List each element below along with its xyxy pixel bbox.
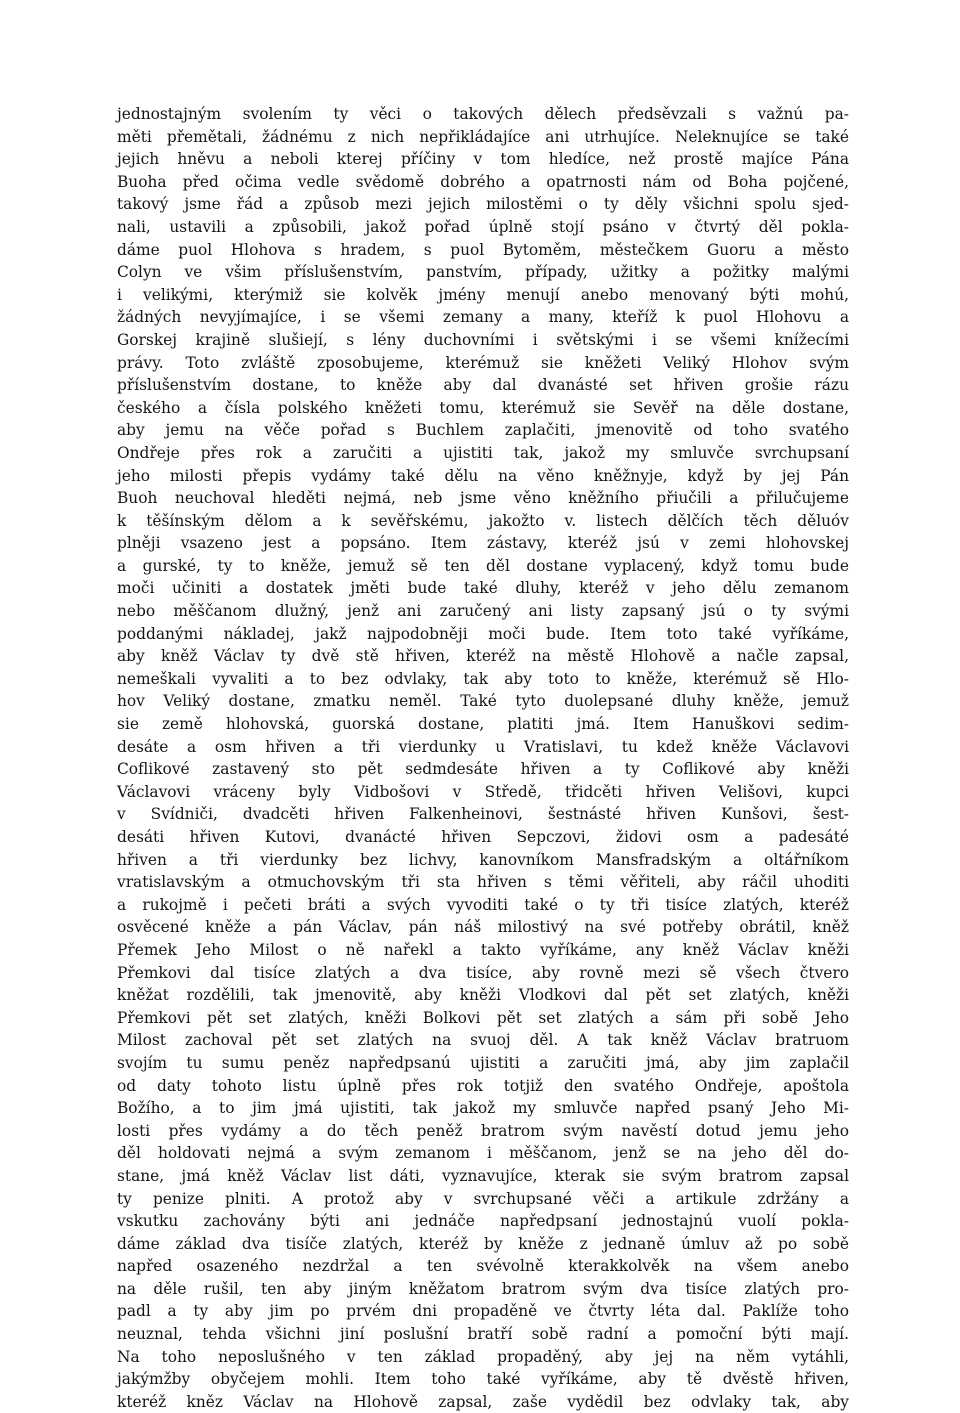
text-line: neuznal, tehda všichni jiní poslušní bratří sobě radní a pomoční býti mají. <box>117 1325 849 1344</box>
text-line: aby kněž Václav ty dvě stě hřiven, kteréž na městě Hlohově a načle zapsal, <box>117 647 849 666</box>
text-line: dáme puol Hlohova s hradem, s puol Bytoměm, městečkem Guoru a město <box>117 240 849 259</box>
text-line: hřiven a tři vierdunky bez lichvy, kanovníkom Mansfradským a oltářníkom <box>117 850 849 869</box>
text-line: žádných nevyjímajíce, i se všemi zemany a many, kteříž k puol Hlohovu a <box>117 308 849 327</box>
text-line: Na toho neposlušného v ten základ propaděný, aby jej na něm vytáhli, <box>117 1347 849 1366</box>
text-line: nali, ustavili a způsobili, jakož pořad úplně stojí psáno v čtvrtý děl pokla- <box>117 217 849 236</box>
text-line: desáti hřiven Kutovi, dvanácté hřiven Sepczovi, židovi osm a padesáté <box>117 828 849 846</box>
text-line: padl a ty aby jim po prvém dni propaděně ve čtvrty léta dal. Paklíže toho <box>117 1302 849 1321</box>
text-line: vratislavským a otmuchovským tři sta hřiven s těmi věřiteli, aby ráčil uhoditi <box>117 873 849 892</box>
text-line: Gorskej krajině slušiejí, s lény duchovními i světskými i se všemi knížecími <box>117 330 849 349</box>
text-line: a gurské, ty to kněže, jemuž sě ten děl dostane vyplacený, když tomu bude <box>117 556 849 575</box>
text-line: takový jsme řád a způsob mezi jejich milostěmi o ty děly všichni spolu sjed- <box>117 195 849 214</box>
text-line: ty penize plniti. A protož aby v svrchupsané věči a artikule zdržány a <box>117 1189 849 1208</box>
text-line: napřed osazeného nezdržal a ten svévolně kterakkolvěk na všem anebo <box>117 1257 849 1276</box>
text-line: sie země hlohovská, guorská dostane, platiti jmá. Item Hanuškovi sedim- <box>117 715 849 734</box>
text-line: českého a čísla polského kněžeti tomu, kterémuž sie Sevěř na děle dostane, <box>117 398 849 417</box>
text-line: i velikými, kterýmiž sie kolvěk jmény menují anebo menovaný býti mohú, <box>117 285 849 304</box>
text-line: losti přes vydámy a do těch peněž bratrom svým navěstí dotud jemu jeho <box>117 1121 849 1140</box>
text-line: Václavovi vráceny byly Vidbošovi v Středě, třidcěti hřiven Velišovi, kupci <box>117 782 849 801</box>
text-line: Buoha před očima vedle svědomě dobrého a opatrnosti nám od Boha pojčené, <box>117 172 849 191</box>
text-line: Přemkovi dal tisíce zlatých a dva tisíce, aby rovně mezi sě všech čtvero <box>117 963 849 982</box>
text-line: příslušenstvím dostane, to kněže aby dal dvanásté set hřiven grošie rázu <box>117 376 849 395</box>
text-line: Milost zachoval pět set zlatých na svuoj děl. A tak kněž Václav bratruom <box>117 1031 849 1050</box>
text-line: jakýmžby obyčejem mohli. Item toho také vyříkáme, aby tě dvěstě hřiven, <box>117 1370 849 1389</box>
text-line: moči učiniti a dostatek jměti bude také dluhy, kteréž v jeho dělu zemanom <box>117 579 849 598</box>
text-line: hov Veliký dostane, zmatku neměl. Také tyto duolepsané dluhy kněže, jemuž <box>117 692 849 711</box>
text-line: jeho milosti přepis vydámy také dělu na věno kněžnyje, když by jej Pán <box>117 466 849 485</box>
text-line: právy. Toto zvláště zposobujeme, kterémuž sie kněžeti Veliký Hlohov svým <box>117 353 849 372</box>
text-line: Přemek Jeho Milost o ně nařekl a takto vyříkáme, any kněž Václav kněži <box>117 940 849 959</box>
text-line: osvěcené kněže a pán Václav, pán náš milostivý na své potřeby obrátil, kněž <box>117 918 849 937</box>
text-line: na děle rušil, ten aby jiným kněžatom bratrom svým dva tisíce zlatých pro- <box>117 1279 849 1298</box>
text-line: k těšínským dělom a k sevěřskému, jakožto v. listech dělčích těch děluóv <box>117 511 849 530</box>
text-line: svojím tu sumu peněz napředpsanú ujistiti a zaručiti jmá, aby jim zaplačil <box>117 1053 849 1072</box>
text-line: nemeškali vyvaliti a to bez odvlaky, tak aby toto to kněže, kterémuž sě Hlo- <box>117 669 849 688</box>
text-line: měti přemětali, žádnému z nich nepřikládajíce ani utrhujíce. Neleknujíce se také <box>117 127 849 146</box>
text-line: jejich hněvu a neboli kterej příčiny v tom hledíce, než prostě majíce Pána <box>117 150 849 169</box>
text-line: vskutku zachovány býti ani jednáče napředpsaní jednostajnú vuolí pokla- <box>117 1212 849 1231</box>
text-line: Ondřeje přes rok a zaručiti a ujistiti tak, jakož my smluvče svrchupsaní <box>117 443 849 462</box>
text-line: desáte a osm hřiven a tři vierdunky u Vratislavi, tu kdež kněže Václavovi <box>117 737 849 756</box>
text-line: Coflikové zastavený sto pět sedmdesáte hřiven a ty Coflikové aby kněži <box>117 760 849 779</box>
text-line: stane, jmá kněž Václav list dáti, vyznavujíce, kterak sie svým bratrom zapsal <box>117 1166 849 1185</box>
text-line: kněžat rozdělili, tak jmenovitě, aby kněži Vlodkovi dal pět set zlatých, kněži <box>117 986 849 1005</box>
text-line: kteréž kněz Václav na Hlohově zapsal, zaše vydědil bez odvlaky tak, aby <box>117 1392 849 1411</box>
text-line: v Svídniči, dvadcěti hřiven Falkenheinovi, šestnásté hřiven Kunšovi, šest- <box>117 805 849 824</box>
document-page <box>117 103 849 1413</box>
text-line: Božího, a to jim jmá ujistiti, tak jakož my smluvče napřed psaný Jeho Mi- <box>117 1099 849 1118</box>
text-line: Buoh neuchoval hleděti nejmá, neb jsme věno kněžního přiučili a přilučujeme <box>117 489 849 508</box>
text-line: Přemkovi pět set zlatých, kněži Bolkovi pět set zlatých a sám při sobě Jeho <box>117 1008 849 1027</box>
text-line: děl holdovati nejmá a svým zemanom i měščanom, jenž se na jeho děl do- <box>117 1144 849 1163</box>
text-line: nebo měščanom dlužný, jenž ani zaručený ani listy zapsaný jsú o ty svými <box>117 602 849 621</box>
text-line: jednostajným svolením ty věci o takových dělech předsěvzali s važnú pa- <box>117 105 849 123</box>
text-line: a rukojmě i pečeti bráti a svých vyvoditi také o ty tři tisíce zlatých, kteréž <box>117 895 849 914</box>
text-line: poddanými nákladej, jakž najpodobněji moči bude. Item toto také vyříkáme, <box>117 624 849 643</box>
text-line: aby jemu na věče pořad s Buchlem zaplačiti, jmenovitě od toho svatého <box>117 421 849 440</box>
text-line: Colyn ve všim příslušenstvím, panstvím, případy, užitky a požitky malými <box>117 263 849 282</box>
text-line: plněji vsazeno jest a popsáno. Item zástavy, kteréž jsú v zemi hlohovskej <box>117 534 849 553</box>
text-line: od daty tohoto listu úplně přes rok totjiž den svatého Ondřeje, apoštola <box>117 1076 849 1095</box>
text-line: dáme základ dva tisíče zlatých, kteréž by kněže z jednaně úmluv až po sobě <box>117 1234 849 1253</box>
